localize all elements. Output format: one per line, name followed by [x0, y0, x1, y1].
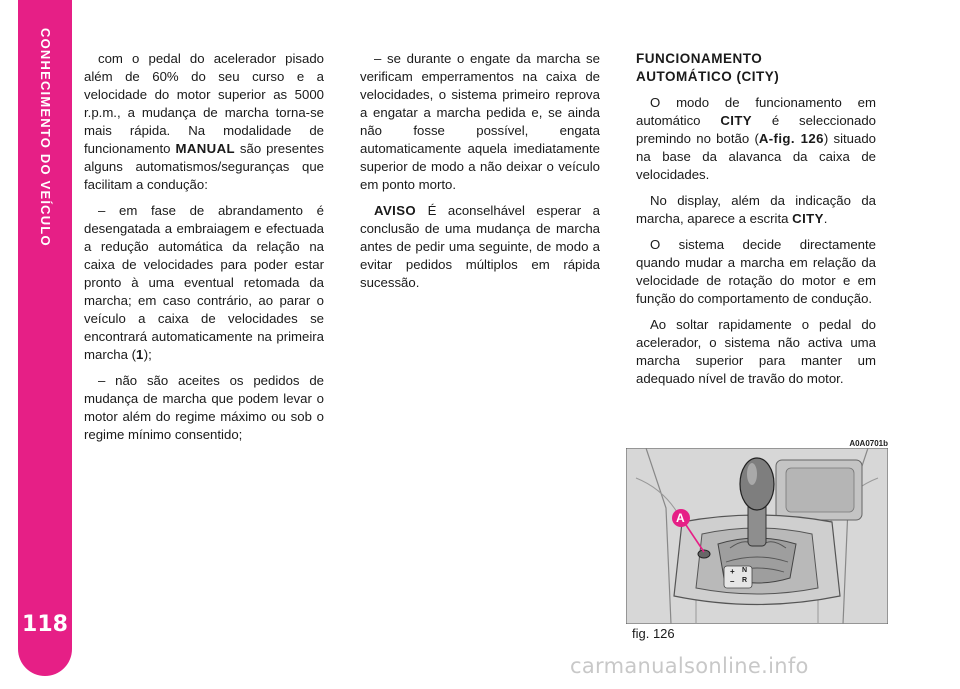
warning-label: AVISO: [374, 203, 417, 218]
shift-minus-label: –: [730, 577, 735, 586]
text: com o pedal do acelerador pisado além de 60% do seu curso e a velocidade do motor superior as 5000 r.p.m., a mudança de marcha torna-se mais rápida. Na modalidade de funcionamento: [84, 51, 324, 156]
watermark: carmanualsonline.info: [570, 654, 809, 678]
text: );: [143, 347, 152, 362]
page-number: 118: [22, 612, 68, 637]
paragraph: [84, 202, 324, 364]
bold-term: CITY: [720, 113, 752, 128]
paragraph: Ao soltar rapidamente o pedal do acelerador, o sistema não activa uma marcha superior para manter um adequado nível de travão do motor.: [636, 317, 876, 386]
section-title-container: [18, 0, 72, 400]
section-title: CONHECIMENTO DO VEÍCULO: [38, 28, 53, 247]
shift-r-label: R: [742, 577, 748, 584]
text: .: [823, 211, 828, 226]
text: É aconselhável esperar a conclusão de uma mudança de marcha antes de pedir uma seguinte, de modo a evitar pedidos múltiplos em rápida sucessão.: [360, 203, 600, 290]
paragraph: O sistema decide directamente quando mudar a marcha em relação da velocidade de rotação do motor e em função do comportamento de condução.: [636, 237, 876, 306]
bold-term: CITY: [792, 211, 824, 226]
figure-reference: A-fig. 126: [758, 131, 824, 146]
callout-label-a: A: [676, 511, 685, 525]
text-column-3: [636, 50, 876, 396]
heading-line: FUNCIONAMENTO: [636, 51, 763, 66]
text: No display, além da indicação da marcha, aparece a escrita: [636, 193, 876, 226]
shift-plus-label: +: [730, 567, 735, 576]
gear-lever-figure: [626, 439, 888, 624]
bold-term: MANUAL: [175, 141, 235, 156]
text-column-1: [84, 50, 324, 452]
shift-n-label: N: [742, 567, 748, 574]
paragraph: [636, 192, 876, 228]
paragraph: – não são aceites os pedidos de mudança de marcha que podem levar o motor além do regime máximo ou sob o regime mínimo consentido;: [84, 373, 324, 442]
text: – em fase de abrandamento é desengatada a embraiagem e efectuada a redução automática da relação na caixa de velocidades para poder estar pronto à uma eventual retomada da marcha; em caso contrário, ao parar o veículo a caixa de velocidades se encontrará automaticamente na primeira marcha (: [84, 203, 324, 362]
text: O modo de funcionamento em automático: [636, 95, 876, 128]
figure-code: A0A0701b: [849, 439, 888, 448]
paragraph: [84, 50, 324, 194]
bold-term: 1: [136, 347, 144, 362]
figure-caption: fig. 126: [632, 626, 675, 641]
warning-paragraph: [360, 202, 600, 292]
gear-lever-illustration: [626, 448, 888, 624]
text: são presentes alguns automatismos/seguranças que facilitam a condução:: [84, 141, 324, 192]
section-sidebar: [18, 0, 72, 676]
text: é seleccionado premindo no botão (: [636, 113, 876, 146]
text-column-2: [360, 50, 600, 300]
text: ) situado na base da alavanca da caixa de velocidades.: [636, 131, 876, 182]
paragraph: – se durante o engate da marcha se verificam emperramentos na caixa de velocidades, o sistema primeiro reprova a engatar a marcha pedida e, se ainda não fosse possível, engata automaticamente aquela imediatamente superior de modo a não deixar o veículo em ponto morto.: [360, 51, 600, 192]
heading-line: AUTOMÁTICO (CITY): [636, 69, 780, 84]
paragraph: [636, 94, 876, 184]
section-heading: [636, 50, 876, 86]
